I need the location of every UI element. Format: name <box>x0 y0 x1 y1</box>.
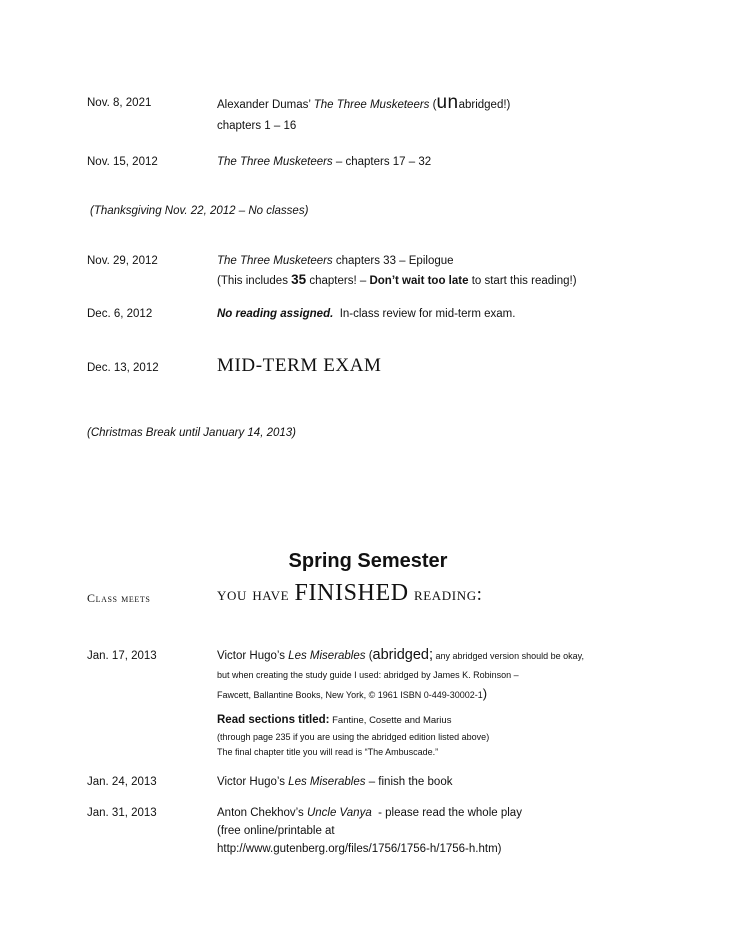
no-reading: No reading assigned. <box>217 308 334 320</box>
date-jan-31: Jan. 31, 2013 <box>87 807 157 819</box>
reading-jan-24 <box>217 776 452 788</box>
reading-jan-31 <box>217 807 522 819</box>
abridged-note: any abridged version should be okay, <box>433 651 584 661</box>
book-title: The Three Musketeers <box>217 255 333 267</box>
section-names: Fantine, Cosette and Marius <box>329 715 452 726</box>
chapter-count: 35 <box>291 272 307 287</box>
reading-nov-29 <box>217 255 454 267</box>
unabridged-emphasis: un <box>436 92 459 113</box>
class-meets-header: Class meets <box>87 591 151 605</box>
finish-note: – finish the book <box>365 776 453 788</box>
paren-open: ( <box>365 650 373 662</box>
author: Anton Chekhov’s <box>217 807 307 819</box>
christmas-note: (Christmas Break until January 14, 2013) <box>87 427 297 439</box>
reading-jan-17 <box>217 647 584 663</box>
midterm-exam: MID-TERM EXAM <box>217 355 382 376</box>
read-sections <box>217 714 451 726</box>
finished-word: FINISHED <box>294 580 409 606</box>
chapters: – chapters 17 – 32 <box>332 156 432 168</box>
edition-line-2 <box>217 686 487 701</box>
book-title: Les Miserables <box>288 776 366 788</box>
paren-open: ( <box>429 99 437 111</box>
warning-start: (This includes <box>217 275 292 287</box>
date-nov-15: Nov. 15, 2012 <box>87 156 158 168</box>
spring-heading: Spring Semester <box>288 550 448 572</box>
play-note: - please read the whole play <box>371 807 522 819</box>
header-part-a: you have <box>217 584 295 605</box>
chapters: chapters 33 – Epilogue <box>332 255 454 267</box>
edition-line-1: but when creating the study guide I used: abridged by James K. Robinson – <box>217 670 519 680</box>
thanksgiving-note: (Thanksgiving Nov. 22, 2012 – No classes) <box>90 205 309 217</box>
warning-bold: Don’t wait too late <box>369 275 469 287</box>
reading-dec-6 <box>217 308 515 320</box>
page-note: (through page 235 if you are using the abridged edition listed above) <box>217 732 490 742</box>
final-chapter-note: The final chapter title you will read is “The Ambuscade.” <box>217 747 439 757</box>
online-note: (free online/printable at <box>217 825 335 837</box>
edition-details: Fawcett, Ballantine Books, New York, © 1961 ISBN 0-449-30002-1 <box>217 690 483 700</box>
unabridged-rest: abridged!) <box>458 99 511 111</box>
abridged-emphasis: abridged; <box>372 647 434 663</box>
book-title: The Three Musketeers <box>313 99 430 111</box>
date-dec-6: Dec. 6, 2012 <box>87 308 153 320</box>
header-part-b: reading: <box>408 584 483 605</box>
book-title: Les Miserables <box>288 650 366 662</box>
reading-nov-8 <box>217 92 510 114</box>
author: Victor Hugo’s <box>217 776 289 788</box>
date-dec-13: Dec. 13, 2012 <box>87 362 159 374</box>
date-nov-8: Nov. 8, 2021 <box>87 97 152 109</box>
finished-reading-header <box>217 580 483 607</box>
reading-warning <box>217 272 577 287</box>
book-title: The Three Musketeers <box>217 156 333 168</box>
date-nov-29: Nov. 29, 2012 <box>87 255 158 267</box>
gutenberg-link[interactable]: http://www.gutenberg.org/files/1756/1756-h/1756-h.htm) <box>217 843 502 855</box>
chapters-nov-8: chapters 1 – 16 <box>217 120 297 132</box>
paren-close: ) <box>482 686 488 701</box>
read-label: Read sections titled: <box>217 714 330 726</box>
review-note: In-class review for mid-term exam. <box>333 308 516 320</box>
date-jan-24: Jan. 24, 2013 <box>87 776 157 788</box>
author: Alexander Dumas’ <box>217 99 314 111</box>
warning-mid: chapters! – <box>306 275 370 287</box>
play-title: Uncle Vanya <box>306 807 372 819</box>
date-jan-17: Jan. 17, 2013 <box>87 650 157 662</box>
reading-nov-15 <box>217 156 431 168</box>
author: Victor Hugo’s <box>217 650 289 662</box>
warning-end: to start this reading!) <box>468 275 577 287</box>
